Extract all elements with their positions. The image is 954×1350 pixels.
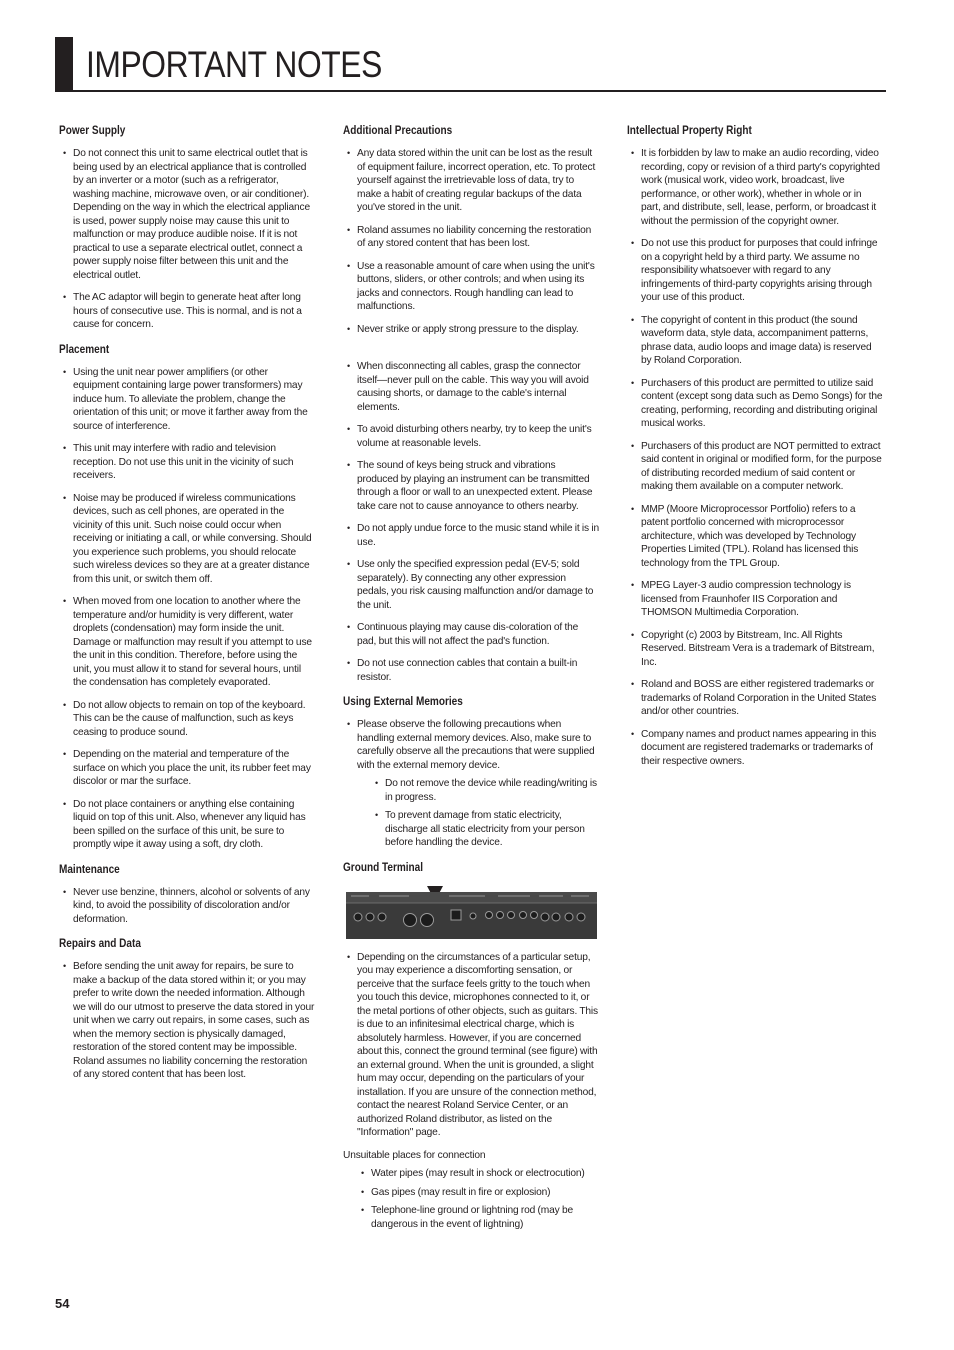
unsuitable-places-label: Unsuitable places for connection bbox=[343, 1149, 486, 1161]
bullet-list bbox=[59, 366, 315, 852]
list-item: • MPEG Layer-3 audio compression technology is licensed from Fraunhofer IIS Corporation and THOMSON Multimedia Corporation. bbox=[627, 579, 883, 620]
section-heading: Placement bbox=[59, 341, 110, 356]
list-item: • The copyright of content in this product (the sound waveform data, style data, accompaniment patterns, phrase data, audio loops and image data) is reserved by Roland Corporation. bbox=[627, 314, 883, 368]
page-number: 54 bbox=[55, 1296, 70, 1311]
list-item: • Purchasers of this product are permitted to utilize said content (except song data such as Demo Songs) for the creating, performing, recording and distributing original musical works. bbox=[627, 377, 883, 431]
list-item: • To avoid disturbing others nearby, try to keep the unit's volume at reasonable levels. bbox=[343, 423, 599, 450]
list-item: • Company names and product names appearing in this document are registered trademarks or trademarks of their respective owners. bbox=[627, 728, 883, 769]
list-item: • When disconnecting all cables, grasp the connector itself—never pull on the cable. This way you will avoid causing shorts, or damage to the cable's internal elements. bbox=[343, 360, 599, 414]
list-item: • Purchasers of this product are NOT permitted to extract said content in original or modified form, for the purpose of distributing recorded medium of said content or making them available on a computer network. bbox=[627, 440, 883, 494]
section-placement bbox=[59, 342, 315, 852]
bullet-list bbox=[343, 951, 599, 1140]
list-item: • Noise may be produced if wireless communications devices, such as cell phones, are operated in the vicinity of this unit. Such noise could occur when receiving or initiating a call, or while conversing. Should you experience such problems, you should relocate such wireless devices so they are at a greater distance from this unit, or switch them off. bbox=[59, 492, 315, 587]
list-item: • Roland and BOSS are either registered trademarks or trademarks of Roland Corporation in the United States and/or other countries. bbox=[627, 678, 883, 719]
list-item: • It is forbidden by law to make an audio recording, video recording, copy or revision of a third party's copyrighted work (musical work, video work, broadcast, live performance, or other work), whether in whole or in part, and distribute, sell, lease, perform, or broadcast it without the permission of the copyright owner. bbox=[627, 147, 883, 228]
list-item: • Before sending the unit away for repairs, be sure to make a backup of the data stored within it; or you may prefer to write down the needed information. Although we will do our utmost to preserve the data stored in your unit when we carry out repairs, in some cases, such as when the memory section is physically damaged, restoration of the stored content may be impossible. Roland assumes no liability concerning the restoration of any stored content that has been lost. bbox=[59, 960, 315, 1082]
section-heading: Using External Memories bbox=[343, 694, 463, 708]
title-accent-bar bbox=[55, 37, 73, 91]
bullet-list bbox=[59, 960, 315, 1082]
bullet-list bbox=[627, 147, 883, 768]
section-maintenance bbox=[59, 862, 315, 927]
bullet-list bbox=[343, 718, 599, 850]
list-item: • Never strike or apply strong pressure to the display. bbox=[343, 323, 599, 337]
list-item: • Do not apply undue force to the music stand while it is in use. bbox=[343, 522, 599, 549]
list-item: • This unit may interfere with radio and television reception. Do not use this unit in the vicinity of such receivers. bbox=[59, 442, 315, 483]
list-item: • Do not allow objects to remain on top of the keyboard. This can be the cause of malfunction, such as keys ceasing to produce sound. bbox=[59, 699, 315, 740]
spacer bbox=[343, 345, 599, 360]
section-heading: Repairs and Data bbox=[59, 936, 141, 950]
list-item: • Never use benzine, thinners, alcohol or solvents of any kind, to avoid the possibility of discoloration and/or deformation. bbox=[59, 886, 315, 927]
section-heading: Ground Terminal bbox=[343, 859, 424, 874]
list-item: • The sound of keys being struck and vibrations produced by playing an instrument can be transmitted through a floor or wall to an unexpected extent. Please take care not to cause annoyance to others nearby. bbox=[343, 459, 599, 513]
section-intellectual-property bbox=[627, 123, 883, 768]
list-item: • Use only the specified expression pedal (EV-5; sold separately). By connecting any other expression pedals, you risk causing malfunction and/or damage to the unit. bbox=[343, 558, 599, 612]
list-item bbox=[343, 718, 599, 850]
section-repairs bbox=[59, 936, 315, 1082]
section-power-supply bbox=[59, 123, 315, 332]
bullet-list bbox=[343, 147, 599, 336]
list-item: • When moved from one location to another where the temperature and/or humidity is very different, water droplets (condensation) may form inside the unit. Damage or malfunction may result if you attempt to use the unit in this condition. Therefore, before using the unit, you must allow it to stand for several hours, until the condensation has completely evaporated. bbox=[59, 595, 315, 690]
list-item: • Copyright (c) 2003 by Bitstream, Inc. All Rights Reserved. Bitstream Vera is a trademark of Bitstream, Inc. bbox=[627, 629, 883, 670]
list-item: • Do not use this product for purposes that could infringe on a copyright held by a third party. We assume no responsibility whatsoever with regard to any infringements of third-party copyrights arising through your use of this product. bbox=[627, 237, 883, 305]
list-item: • Using the unit near power amplifiers (or other equipment containing large power transformers) may induce hum. To alleviate the problem, change the orientation of this unit; or move it farther away from the source of interference. bbox=[59, 366, 315, 434]
bullet-list bbox=[59, 886, 315, 927]
list-item: • Telephone-line ground or lightning rod (may be dangerous in the event of lightning) bbox=[357, 1204, 599, 1231]
usb-port-icon bbox=[451, 910, 461, 920]
list-item: • MMP (Moore Microprocessor Portfolio) refers to a patent portfolio concerned with microprocessor architecture, which was developed by Technology Properties Limited (TPL). Roland has licensed this technology from the TPL Group. bbox=[627, 503, 883, 571]
list-item: • To prevent damage from static electricity, discharge all static electricity from your person before handling the device. bbox=[371, 809, 599, 850]
list-item: • Depending on the material and temperature of the surface on which you place the unit, its rubber feet may discolor or mar the surface. bbox=[59, 748, 315, 789]
ground-terminal-figure bbox=[343, 884, 597, 944]
sub-bullet-list bbox=[357, 777, 599, 850]
list-item: • Any data stored within the unit can be lost as the result of equipment failure, incorrect operation, etc. To protect yourself against the irretrievable loss of data, try to make a habit of creating regular backups of the data you've stored in the unit. bbox=[343, 147, 599, 215]
list-item: • Do not connect this unit to same electrical outlet that is being used by an electrical appliance that is controlled by an inverter or a motor (such as a refrigerator, washing machine, microwave oven, or air conditioner). Depending on the way in which the electrical appliance is used, power supply noise may cause this unit to malfunction or may produce audible noise. If it is not practical to use a separate electrical outlet, connect a power supply noise filter between this unit and the electrical outlet. bbox=[59, 147, 315, 282]
list-item-text: Please observe the following precautions when handling external memory devices. Also, make sure to carefully observe all the precautions that were supplied with the external memory device. bbox=[357, 719, 595, 771]
section-heading: Additional Precautions bbox=[343, 123, 453, 137]
column-3 bbox=[627, 123, 883, 778]
page-title: IMPORTANT NOTES bbox=[86, 44, 382, 85]
list-item: • Use a reasonable amount of care when using the unit's buttons, sliders, or other controls; and when using its jacks and connectors. Rough handling can lead to malfunctions. bbox=[343, 260, 599, 314]
section-external-memories bbox=[343, 694, 599, 850]
column-2 bbox=[343, 123, 599, 1241]
section-ground-terminal bbox=[343, 860, 599, 1232]
section-additional-precautions bbox=[343, 123, 599, 684]
list-item: • Do not place containers or anything else containing liquid on top of this unit. Also, whenever any liquid has been spilled on the surface of this unit, be sure to promptly wipe it away using a soft, dry cloth. bbox=[59, 798, 315, 852]
column-1 bbox=[59, 123, 315, 1092]
list-item: • Roland assumes no liability concerning the restoration of any stored content that has been lost. bbox=[343, 224, 599, 251]
bullet-list bbox=[343, 360, 599, 684]
list-item: • The AC adaptor will begin to generate heat after long hours of consecutive use. This is normal, and is not a cause for concern. bbox=[59, 291, 315, 332]
rear-panel-illustration bbox=[343, 884, 597, 944]
list-item: • Gas pipes (may result in fire or explosion) bbox=[357, 1186, 599, 1200]
list-item: • Water pipes (may result in shock or electrocution) bbox=[357, 1167, 599, 1181]
section-heading: Maintenance bbox=[59, 861, 120, 876]
sub-bullet-list bbox=[343, 1167, 599, 1231]
section-heading: Intellectual Property Right bbox=[627, 123, 752, 137]
ground-terminal-icon bbox=[470, 913, 476, 919]
list-item: • Do not remove the device while reading/writing is in progress. bbox=[371, 777, 599, 804]
title-rule bbox=[55, 90, 886, 92]
section-heading: Power Supply bbox=[59, 123, 126, 137]
list-item: • Do not use connection cables that contain a built-in resistor. bbox=[343, 657, 599, 684]
list-item: • Depending on the circumstances of a particular setup, you may experience a discomforting sensation, or perceive that the surface feels gritty to the touch when you touch this device, microphones connected to it, or the metal portions of other objects, such as guitars. This is due to an infinitesimal electrical charge, which is absolutely harmless. However, if you are concerned about this, connect the ground terminal (see figure) with an external ground. When the unit is grounded, a slight hum may occur, depending on the particulars of your installation. If you are unsure of the connection method, contact the nearest Roland Service Center, or an authorized Roland distributor, as listed on the "Information" page. bbox=[343, 951, 599, 1140]
list-item: • Continuous playing may cause dis-coloration of the pad, but this will not affect the pad's function. bbox=[343, 621, 599, 648]
bullet-list bbox=[59, 147, 315, 332]
